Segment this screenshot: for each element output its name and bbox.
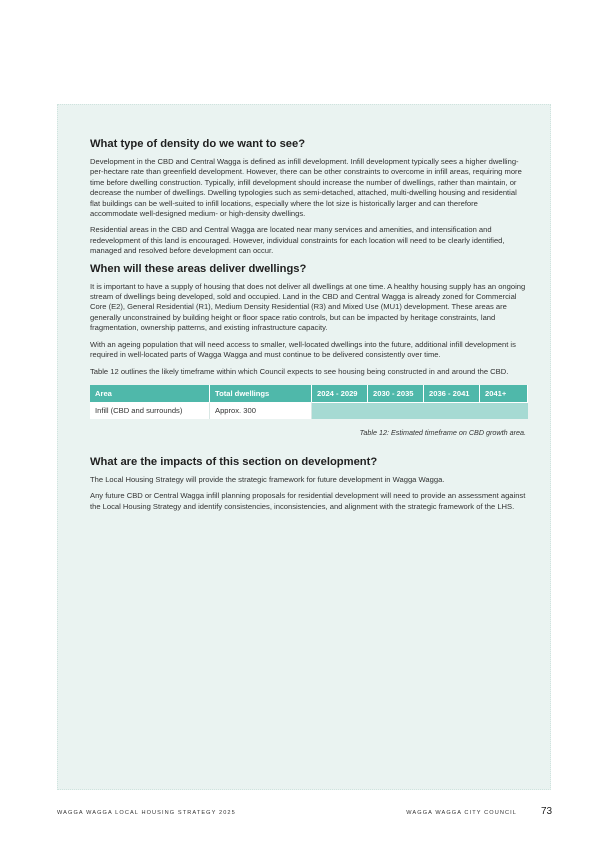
- footer-organisation: WAGGA WAGGA CITY COUNCIL: [406, 810, 517, 816]
- density-heading: What type of density do we want to see?: [90, 138, 306, 150]
- table-header-area: Area: [90, 385, 210, 402]
- footer-document-title: WAGGA WAGGA LOCAL HOUSING STRATEGY 2025: [57, 810, 236, 816]
- table-row: [90, 402, 528, 419]
- impacts-paragraph-2: Any future CBD or Central Wagga infill planning proposals for residential development will need to provide an assessment against the Local Housing Strategy and identify consistencies, inconsistencies, and alignment with the strategic framework of the LHS.: [90, 491, 526, 511]
- delivery-paragraph-3: Table 12 outlines the likely timeframe within which Council expects to see housing being constructed in and around the CBD.: [90, 366, 509, 376]
- impacts-heading: What are the impacts of this section on development?: [90, 455, 378, 468]
- table-header-period-3: 2036 - 2041: [424, 385, 480, 402]
- delivery-paragraph-1: It is important to have a supply of housing that does not deliver all dwellings at one time. A healthy housing supply has an ongoing stream of dwellings being developed, sold and occupied. Land in the CBD and Central Wagga is already zoned for Commercial Core (E2), General Residential (R1), Medium Density Residential (R3) and Mixed Use (MU1) development. These areas are generally unconstrained by building height or floor space ratio controls, but can be impacted by heritage constraints, land fragmentation, ownership patterns, and existing infrastructure capacity.: [90, 281, 526, 333]
- table-cell-total: Approx. 300: [210, 402, 312, 419]
- table-header-period-4: 2041+: [480, 385, 528, 402]
- page-number: 73: [541, 806, 553, 817]
- table-header-period-2: 2030 - 2035: [368, 385, 424, 402]
- table-caption: Table 12: Estimated timeframe on CBD growth area.: [359, 427, 526, 437]
- density-paragraph-1: Development in the CBD and Central Wagga is defined as infill development. Infill development typically sees a higher dwelling-per-hectare rate than greenfield development. However, there can be other constraints to overcome in infill areas, requiring more time before dwelling construction. Typically, infill development should increase the number of dwellings, rather than maintain, or decrease the number of dwellings. Dwelling typologies such as semi-detached, attached, multi-dwelling housing and residential flat buildings can be well-suited to infill locations, especially where the lot size is historically larger and can therefore accommodate well-designed medium- or high-density dwellings.: [90, 157, 522, 219]
- timeframe-table: [90, 385, 528, 419]
- table-header-row: [90, 385, 528, 402]
- page-content: [90, 138, 526, 518]
- table-cell-area: Infill (CBD and surrounds): [90, 402, 210, 419]
- table-header-period-1: 2024 - 2029: [312, 385, 368, 402]
- density-paragraph-2: Residential areas in the CBD and Central Wagga are located near many services and amenities, and intensification and redevelopment of this land is encouraged. However, individual constraints for each location will need to be clearly identified, managed and resolved before development can occur.: [90, 225, 505, 256]
- delivery-paragraph-2: With an ageing population that will need access to smaller, well-located dwellings into the future, additional infill development is required in well-located parts of Wagga Wagga and must continue to be delivered consistently over time.: [90, 339, 516, 360]
- table-header-total: Total dwellings: [210, 385, 312, 402]
- impacts-paragraph-1: The Local Housing Strategy will provide the strategic framework for future development in Wagga Wagga.: [90, 474, 445, 484]
- delivery-heading: When will these areas deliver dwellings?: [90, 262, 307, 275]
- timeline-bar: [312, 402, 528, 419]
